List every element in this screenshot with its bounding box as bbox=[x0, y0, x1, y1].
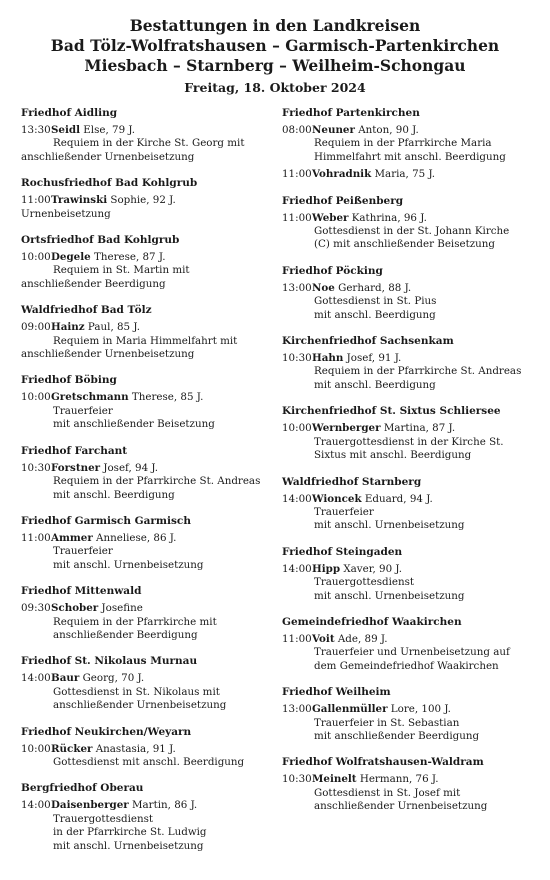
service-detail: (C) mit anschließender Beisetzung bbox=[314, 238, 496, 251]
deceased-surname: Baur bbox=[51, 672, 80, 685]
deceased-given-age: Eduard, 94 J. bbox=[361, 492, 433, 505]
cemetery-section bbox=[282, 106, 537, 182]
cemetery-name: Friedhof Mittenwald bbox=[21, 585, 142, 598]
deceased-surname: Weber bbox=[312, 211, 349, 224]
deceased-name-line bbox=[51, 124, 271, 137]
service-detail: anschließender Urnenbeisetzung bbox=[21, 150, 195, 163]
burial-details bbox=[51, 532, 271, 572]
deceased-given-age: Georg, 70 J. bbox=[79, 672, 145, 685]
deceased-surname: Trawinski bbox=[51, 194, 108, 207]
burial-time: 14:00 bbox=[21, 799, 51, 812]
deceased-surname: Hahn bbox=[312, 352, 344, 365]
cemetery-name: Gemeindefriedhof Waakirchen bbox=[282, 615, 462, 628]
deceased-given-age: Martin, 86 J. bbox=[128, 799, 198, 812]
deceased-given-age: Xaver, 90 J. bbox=[340, 562, 403, 575]
service-detail: Requiem in der Pfarrkirche St. Andreas bbox=[53, 475, 261, 488]
burial-details bbox=[312, 422, 537, 462]
burial-time: 14:00 bbox=[282, 562, 312, 575]
deceased-surname: Hainz bbox=[51, 321, 85, 334]
burial-time: 14:00 bbox=[282, 492, 312, 505]
burial-entry bbox=[21, 532, 271, 572]
deceased-given-age: Else, 79 J. bbox=[80, 124, 135, 136]
deceased-name-line bbox=[51, 391, 271, 404]
deceased-surname: Gallenmüller bbox=[312, 703, 388, 716]
service-detail: in der Pfarrkirche St. Ludwig bbox=[53, 826, 207, 839]
deceased-surname: Degele bbox=[51, 251, 91, 264]
deceased-surname: Meinelt bbox=[312, 773, 357, 786]
burial-details bbox=[51, 743, 271, 770]
service-detail: mit anschl. Urnenbeisetzung bbox=[53, 839, 204, 852]
deceased-given-age: Therese, 85 J. bbox=[128, 391, 204, 404]
deceased-name-line bbox=[51, 672, 271, 685]
service-detail: Trauerfeier und Urnenbeisetzung auf bbox=[314, 646, 510, 659]
burial-details bbox=[312, 168, 537, 181]
deceased-name-line bbox=[312, 422, 537, 435]
deceased-name-line bbox=[51, 602, 271, 615]
deceased-surname: Noe bbox=[312, 281, 335, 294]
deceased-given-age: Hermann, 76 J. bbox=[356, 773, 439, 786]
burial-details bbox=[312, 282, 537, 322]
burial-entry bbox=[282, 168, 537, 181]
cemetery-name: Friedhof Partenkirchen bbox=[282, 107, 420, 119]
burial-time: 13:00 bbox=[282, 703, 312, 716]
cemetery-section bbox=[21, 654, 271, 712]
service-detail: Requiem in der Pfarrkirche Maria bbox=[314, 137, 492, 150]
cemetery-name: Friedhof St. Nikolaus Murnau bbox=[21, 655, 198, 668]
deceased-given-age: Martina, 87 J. bbox=[380, 422, 456, 435]
service-detail: mit anschl. Urnenbeisetzung bbox=[314, 519, 465, 532]
service-detail: Gottesdienst in St. Josef mit bbox=[314, 786, 461, 799]
cemetery-name: Waldfriedhof Starnberg bbox=[282, 475, 422, 488]
cemetery-name: Friedhof Peißenberg bbox=[282, 194, 404, 207]
burial-details bbox=[312, 773, 537, 813]
deceased-surname: Daisenberger bbox=[51, 799, 129, 812]
cemetery-section bbox=[21, 233, 271, 291]
deceased-given-age: Anneliese, 86 J. bbox=[92, 531, 177, 544]
deceased-name-line bbox=[312, 282, 537, 295]
burial-time: 14:00 bbox=[21, 672, 51, 685]
publication-date: Freitag, 18. Oktober 2024 bbox=[184, 80, 366, 95]
burial-details bbox=[312, 493, 537, 533]
burial-time: 11:00 bbox=[282, 168, 312, 181]
cemetery-section bbox=[21, 303, 271, 361]
deceased-given-age: Ade, 89 J. bbox=[334, 632, 388, 645]
burial-time: 10:00 bbox=[21, 251, 51, 264]
service-detail: Himmelfahrt mit anschl. Beerdigung bbox=[314, 150, 506, 163]
cemetery-section bbox=[21, 176, 271, 221]
cemetery-section bbox=[21, 584, 271, 642]
deceased-surname: Voit bbox=[312, 632, 335, 645]
burial-entry bbox=[282, 422, 537, 462]
deceased-name-line bbox=[312, 773, 537, 786]
deceased-surname: Hipp bbox=[312, 562, 341, 575]
burial-time: 09:30 bbox=[21, 602, 51, 615]
burial-entry bbox=[21, 321, 271, 361]
cemetery-name: Friedhof Wolfratshausen-Waldram bbox=[282, 756, 484, 769]
cemetery-section bbox=[21, 444, 271, 502]
service-detail: Gottesdienst in der St. Johann Kirche bbox=[314, 225, 510, 238]
service-detail: anschließender Beerdigung bbox=[21, 277, 166, 290]
deceased-surname: Forstner bbox=[51, 461, 101, 474]
service-detail: Gottesdienst in St. Nikolaus mit bbox=[53, 685, 220, 698]
service-detail: Urnenbeisetzung bbox=[21, 207, 111, 220]
cemetery-name: Rochusfriedhof Bad Kohlgrub bbox=[21, 177, 198, 190]
burial-entry bbox=[282, 212, 537, 252]
cemetery-name: Friedhof Garmisch Garmisch bbox=[21, 514, 191, 527]
deceased-given-age: Anton, 90 J. bbox=[354, 124, 419, 136]
burial-time: 11:00 bbox=[21, 194, 51, 207]
burial-entry bbox=[282, 633, 537, 673]
deceased-given-age: Therese, 87 J. bbox=[90, 251, 166, 264]
cemetery-name: Friedhof Pöcking bbox=[282, 264, 383, 277]
service-detail: mit anschl. Beerdigung bbox=[314, 308, 436, 321]
deceased-given-age: Lore, 100 J. bbox=[387, 703, 451, 716]
deceased-name-line bbox=[312, 124, 537, 137]
deceased-name-line bbox=[51, 251, 271, 264]
cemetery-section bbox=[282, 475, 537, 533]
deceased-given-age: Josefine bbox=[98, 602, 143, 615]
cemetery-name: Friedhof Farchant bbox=[21, 444, 128, 457]
deceased-name-line bbox=[312, 703, 537, 716]
service-detail: Requiem in der Pfarrkirche St. Andreas bbox=[314, 365, 522, 378]
burial-details bbox=[51, 799, 271, 853]
deceased-given-age: Paul, 85 J. bbox=[84, 321, 140, 334]
cemetery-name: Ortsfriedhof Bad Kohlgrub bbox=[21, 234, 180, 247]
service-detail: mit anschl. Urnenbeisetzung bbox=[53, 558, 204, 571]
deceased-surname: Wernberger bbox=[312, 422, 381, 435]
deceased-name-line bbox=[51, 743, 271, 756]
cemetery-section bbox=[21, 781, 271, 853]
deceased-name-line bbox=[312, 352, 537, 365]
right-column bbox=[282, 106, 537, 826]
page-header bbox=[0, 16, 550, 96]
service-detail: Trauergottesdienst in der Kirche St. bbox=[314, 435, 504, 448]
burial-details bbox=[51, 391, 271, 431]
cemetery-section bbox=[282, 404, 537, 462]
cemetery-section bbox=[282, 755, 537, 813]
burial-details bbox=[312, 352, 537, 392]
service-detail: mit anschl. Beerdigung bbox=[314, 378, 436, 391]
cemetery-name: Kirchenfriedhof St. Sixtus Schliersee bbox=[282, 405, 501, 418]
burial-entry bbox=[282, 124, 537, 164]
burial-time: 11:00 bbox=[282, 211, 312, 224]
cemetery-section bbox=[21, 373, 271, 431]
service-detail: mit anschließender Beerdigung bbox=[314, 729, 480, 742]
service-detail: Trauerfeier in St. Sebastian bbox=[314, 716, 460, 729]
burial-entry bbox=[282, 352, 537, 392]
cemetery-name: Kirchenfriedhof Sachsenkam bbox=[282, 335, 454, 348]
deceased-name-line bbox=[51, 462, 271, 475]
burial-details bbox=[312, 633, 537, 673]
burial-time: 09:00 bbox=[21, 321, 51, 334]
burial-time: 10:00 bbox=[21, 391, 51, 404]
cemetery-section bbox=[282, 685, 537, 743]
burial-entry bbox=[21, 194, 271, 221]
service-detail: Trauerfeier bbox=[53, 545, 113, 558]
cemetery-section bbox=[282, 545, 537, 603]
burial-time: 10:30 bbox=[282, 773, 312, 786]
burial-details bbox=[51, 602, 271, 642]
deceased-surname: Schober bbox=[51, 602, 99, 615]
service-detail: mit anschl. Urnenbeisetzung bbox=[314, 589, 465, 602]
cemetery-section bbox=[282, 264, 537, 322]
burial-entry bbox=[21, 391, 271, 431]
service-detail: Requiem in der Pfarrkirche mit bbox=[53, 615, 217, 628]
service-detail: Trauerfeier bbox=[314, 505, 374, 518]
deceased-surname: Wioncek bbox=[312, 492, 362, 505]
burial-time: 13:30 bbox=[21, 124, 51, 136]
deceased-surname: Vohradnik bbox=[312, 168, 372, 181]
title-line-2: Bad Tölz-Wolfratshausen – Garmisch-Partenkirchen bbox=[50, 36, 500, 55]
burial-time: 08:00 bbox=[282, 124, 312, 136]
service-detail: Gottesdienst in St. Pius bbox=[314, 295, 437, 308]
service-detail: anschließender Urnenbeisetzung bbox=[53, 699, 227, 712]
title-line-1: Bestattungen in den Landkreisen bbox=[129, 16, 421, 35]
burial-time: 11:00 bbox=[282, 632, 312, 645]
service-detail: dem Gemeindefriedhof Waakirchen bbox=[314, 659, 499, 672]
deceased-name-line bbox=[312, 168, 537, 181]
service-detail: Trauerfeier bbox=[53, 404, 113, 417]
service-detail: anschließender Urnenbeisetzung bbox=[21, 348, 195, 361]
cemetery-name: Friedhof Aidling bbox=[21, 107, 118, 119]
burial-entry bbox=[21, 462, 271, 502]
deceased-name-line bbox=[51, 194, 271, 207]
service-detail: Trauergottesdienst bbox=[53, 812, 154, 825]
burial-time: 11:00 bbox=[21, 531, 51, 544]
deceased-name-line bbox=[312, 563, 537, 576]
cemetery-name: Friedhof Steingaden bbox=[282, 545, 403, 558]
burial-entry bbox=[21, 799, 271, 853]
service-detail: Requiem in der Kirche St. Georg mit bbox=[53, 137, 245, 150]
burial-entry bbox=[282, 493, 537, 533]
deceased-given-age: Anastasia, 91 J. bbox=[92, 742, 176, 755]
deceased-given-age: Sophie, 92 J. bbox=[107, 194, 176, 207]
burial-time: 13:00 bbox=[282, 281, 312, 294]
deceased-given-age: Josef, 94 J. bbox=[100, 461, 159, 474]
burial-entry bbox=[21, 251, 271, 291]
burial-entry bbox=[21, 743, 271, 770]
deceased-surname: Rücker bbox=[51, 742, 93, 755]
deceased-surname: Ammer bbox=[51, 531, 93, 544]
service-detail: anschließender Beerdigung bbox=[53, 628, 198, 641]
cemetery-section bbox=[21, 725, 271, 770]
service-detail: Requiem in Maria Himmelfahrt mit bbox=[53, 334, 238, 347]
burial-time: 10:00 bbox=[21, 742, 51, 755]
service-detail: anschließender Urnenbeisetzung bbox=[314, 800, 488, 813]
deceased-surname: Seidl bbox=[51, 124, 81, 136]
cemetery-section bbox=[21, 514, 271, 572]
burial-entry bbox=[21, 602, 271, 642]
deceased-given-age: Josef, 91 J. bbox=[343, 352, 402, 365]
burial-entry bbox=[21, 672, 271, 712]
left-column bbox=[21, 106, 271, 865]
service-detail: Requiem in St. Martin mit bbox=[53, 264, 190, 277]
deceased-name-line bbox=[51, 321, 271, 334]
burial-details bbox=[51, 462, 271, 502]
cemetery-section bbox=[282, 194, 537, 252]
burial-details bbox=[312, 563, 537, 603]
cemetery-name: Waldfriedhof Bad Tölz bbox=[21, 304, 152, 317]
deceased-name-line bbox=[51, 532, 271, 545]
deceased-given-age: Gerhard, 88 J. bbox=[334, 281, 412, 294]
deceased-name-line bbox=[312, 493, 537, 506]
burial-time: 10:30 bbox=[282, 352, 312, 365]
deceased-given-age: Kathrina, 96 J. bbox=[348, 211, 427, 224]
burial-details bbox=[51, 672, 271, 712]
burial-time: 10:00 bbox=[282, 422, 312, 435]
burial-entry bbox=[282, 773, 537, 813]
deceased-given-age: Maria, 75 J. bbox=[371, 168, 436, 181]
cemetery-name: Friedhof Weilheim bbox=[282, 686, 391, 699]
burial-entry bbox=[282, 703, 537, 743]
burial-details bbox=[312, 124, 537, 164]
cemetery-section bbox=[282, 334, 537, 392]
burial-details bbox=[312, 212, 537, 252]
deceased-name-line bbox=[312, 212, 537, 225]
deceased-surname: Gretschmann bbox=[51, 391, 129, 404]
burial-details bbox=[312, 703, 537, 743]
burial-entry bbox=[21, 124, 271, 164]
title-line-3: Miesbach – Starnberg – Weilheim-Schongau bbox=[84, 56, 466, 75]
service-detail: mit anschl. Beerdigung bbox=[53, 488, 175, 501]
deceased-surname: Neuner bbox=[312, 124, 355, 136]
cemetery-section bbox=[21, 106, 271, 164]
deceased-name-line bbox=[312, 633, 537, 646]
burial-entry bbox=[282, 563, 537, 603]
service-detail: mit anschließender Beisetzung bbox=[53, 418, 215, 431]
cemetery-name: Friedhof Böbing bbox=[21, 374, 117, 387]
deceased-name-line bbox=[51, 799, 271, 812]
cemetery-name: Friedhof Neukirchen/Weyarn bbox=[21, 725, 192, 738]
burial-time: 10:30 bbox=[21, 461, 51, 474]
service-detail: Sixtus mit anschl. Beerdigung bbox=[314, 449, 472, 462]
cemetery-section bbox=[282, 615, 537, 673]
burial-entry bbox=[282, 282, 537, 322]
service-detail: Trauergottesdienst bbox=[314, 576, 415, 589]
service-detail: Gottesdienst mit anschl. Beerdigung bbox=[53, 755, 245, 768]
cemetery-name: Bergfriedhof Oberau bbox=[21, 782, 144, 795]
